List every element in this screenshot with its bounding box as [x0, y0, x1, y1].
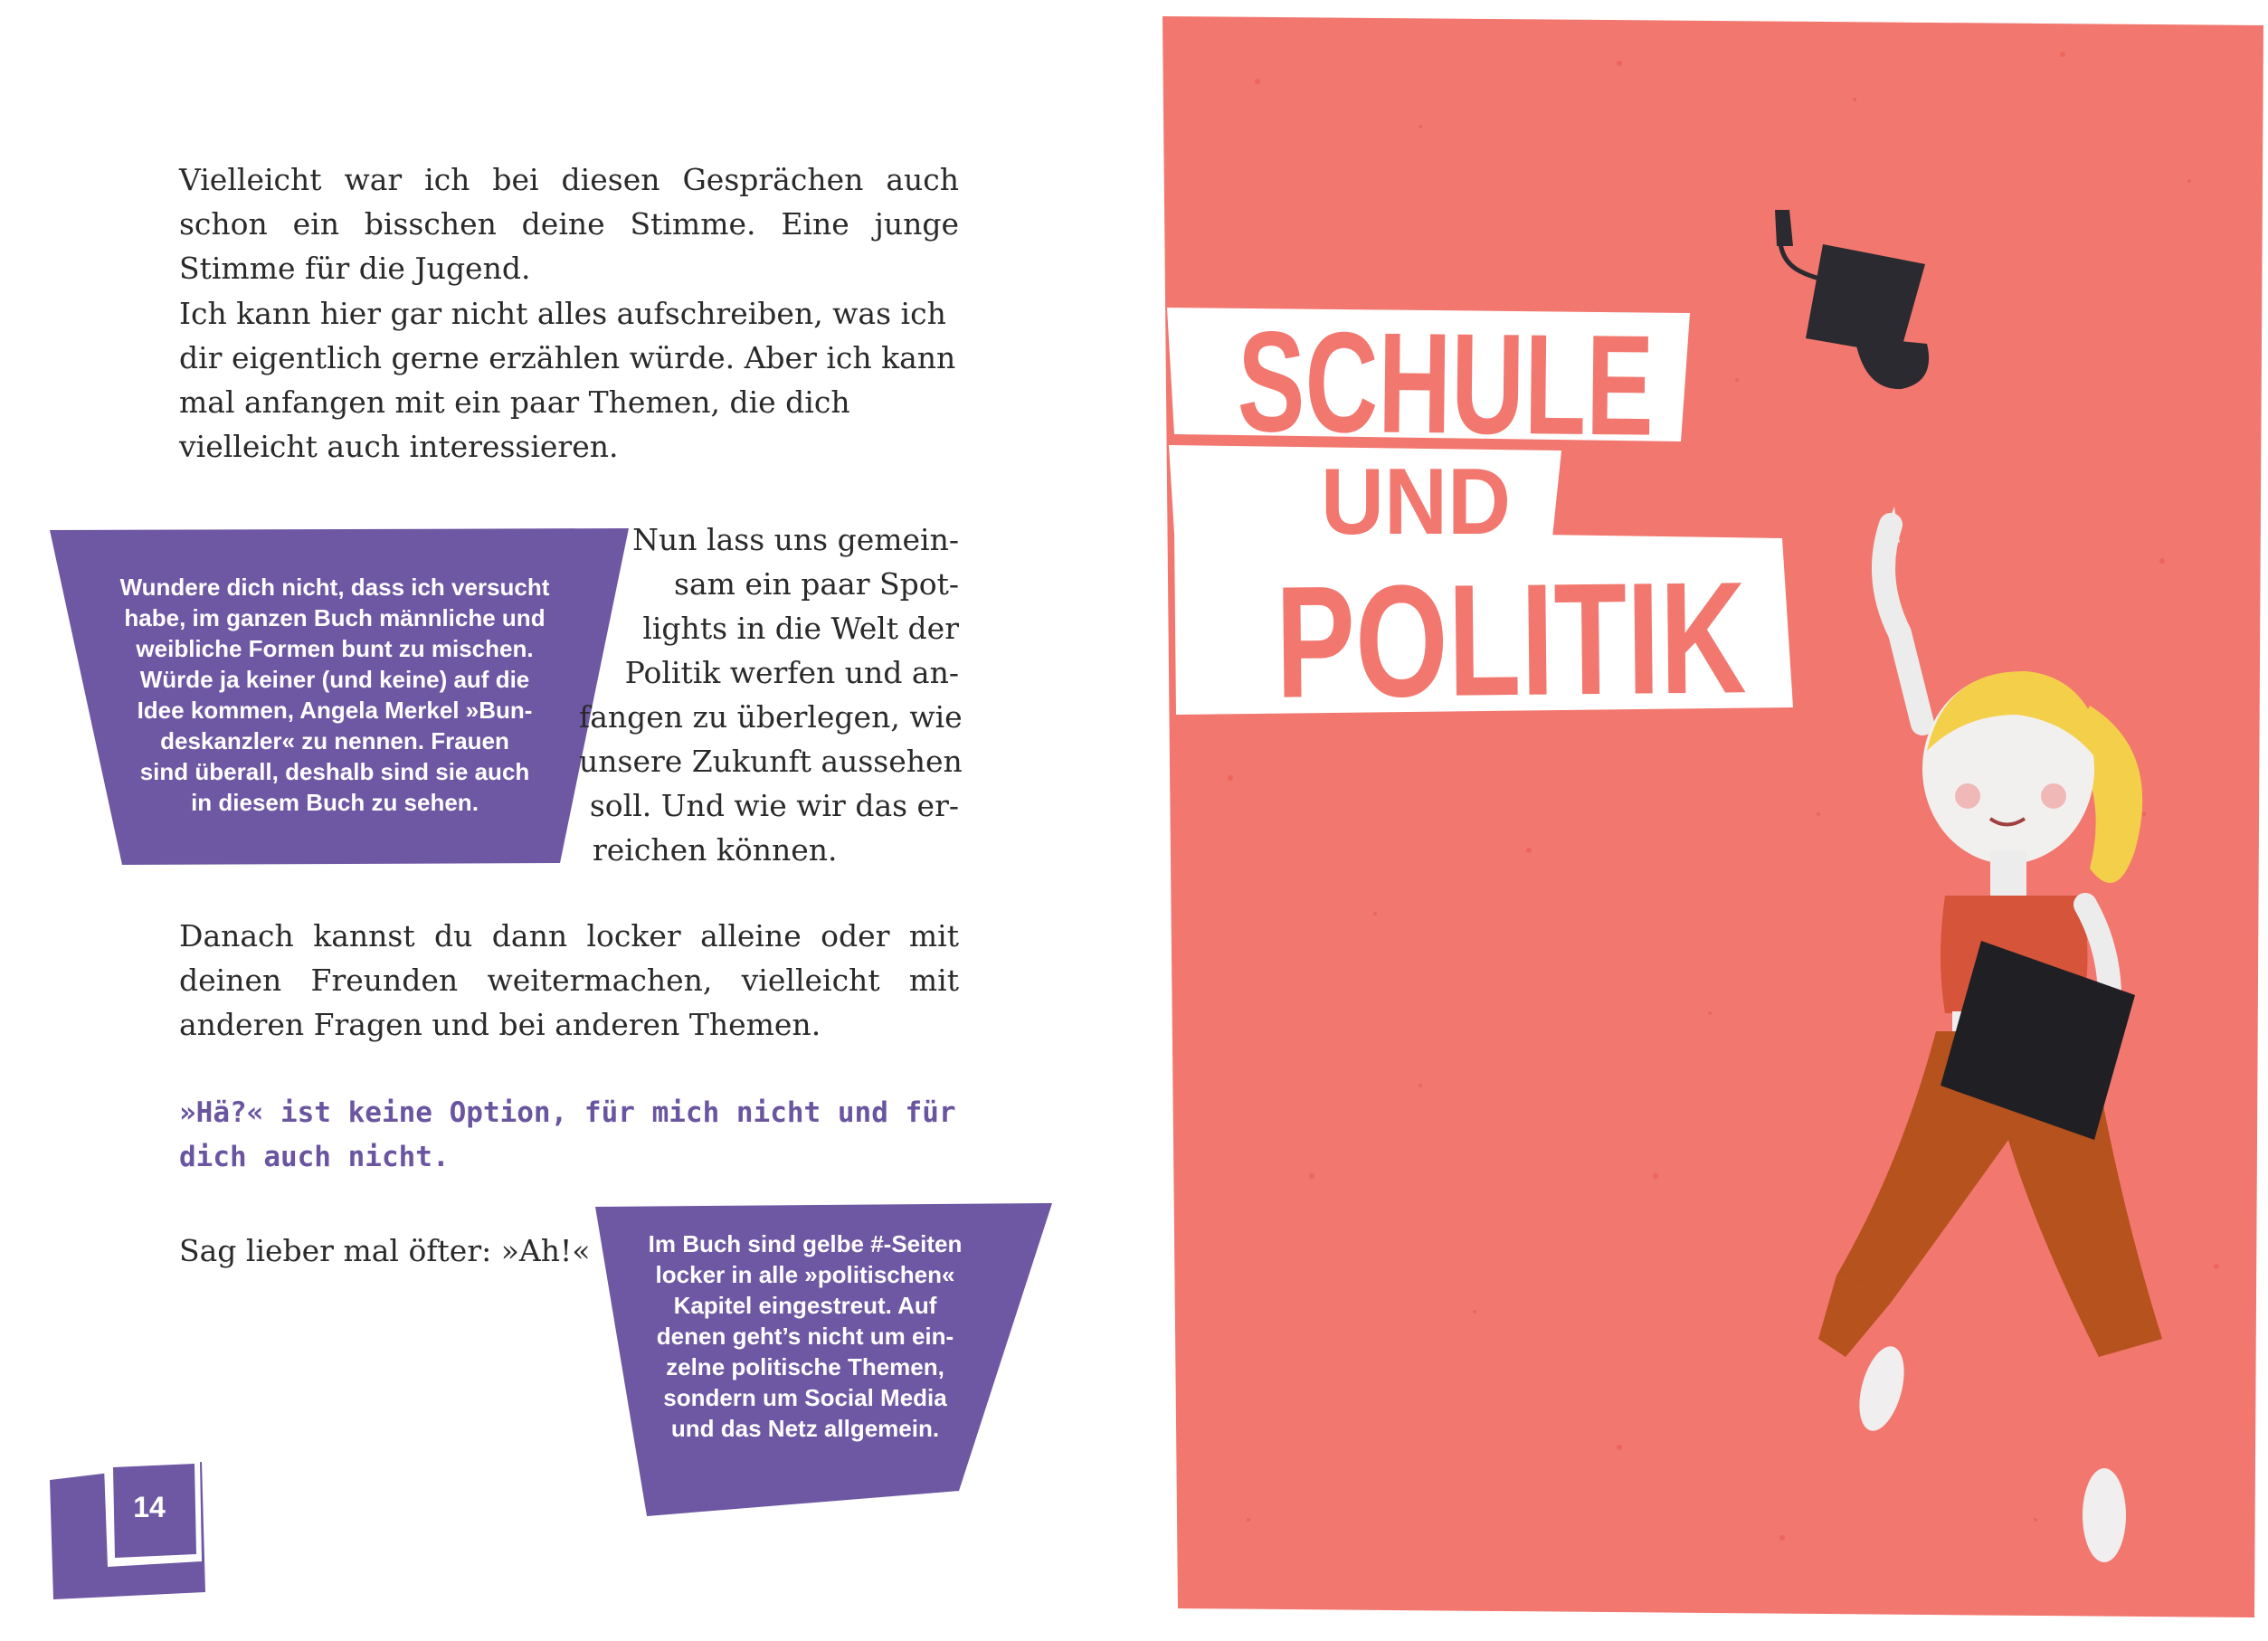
title-line-1: SCHULE: [1237, 301, 1827, 468]
note-hashtag-text: Im Buch sind gelbe #-Seiten locker in alle »politischen« Kapitel eingestreut. Auf denen geht’s nicht um ein- zelne politische Themen, sondern um Social Media und das Netz allgemein.: [648, 1230, 963, 1442]
title-line-2: UND: [1321, 450, 1511, 555]
paragraph-continue: Danach kannst du dann locker alleine oder mit deinen Freunden weitermachen, vielleicht mit anderen Fragen und bei anderen Themen.: [179, 918, 959, 1042]
title-line-3: POLITIK: [1275, 547, 1905, 732]
paragraph-topics: Ich kann hier gar nicht alles aufschreiben, was ich dir eigentlich gerne erzählen würde. Aber ich kann mal anfangen mit ein paar Themen, die dich vielleicht auch interessieren.: [179, 296, 956, 464]
emphasis-statement: »Hä?« ist keine Option, für mich nicht und für dich auch nicht.: [179, 1096, 956, 1173]
page-number: 14: [133, 1491, 166, 1523]
paragraph-voice: Vielleicht war ich bei diesen Gesprächen auch schon ein bisschen deine Stimme. Eine junge Stimme für die Jugend.: [179, 162, 959, 286]
page-number-badge: [50, 1462, 213, 1599]
chapter-illustration: [1149, 0, 2268, 1641]
paragraph-spotlights: Nun lass uns gemein- sam ein paar Spot- lights in die Welt der Politik werfen und an- fangen zu überlegen, wie unsere Zukunft aussehen soll. Und wie wir das er- reichen können.: [579, 522, 963, 868]
note-gender-text: Wundere dich nicht, dass ich versucht habe, im ganzen Buch männliche und weibliche Formen bunt zu mischen. Würde ja keiner (und keine) auf die Idee kommen, Angela Merkel »Bun- deskanzler« zu nennen. Frauen sind überall, deshalb sind sie auch in diesem Buch zu sehen.: [119, 574, 550, 816]
closing-line: Sag lieber mal öfter: »Ah!«: [179, 1233, 591, 1268]
